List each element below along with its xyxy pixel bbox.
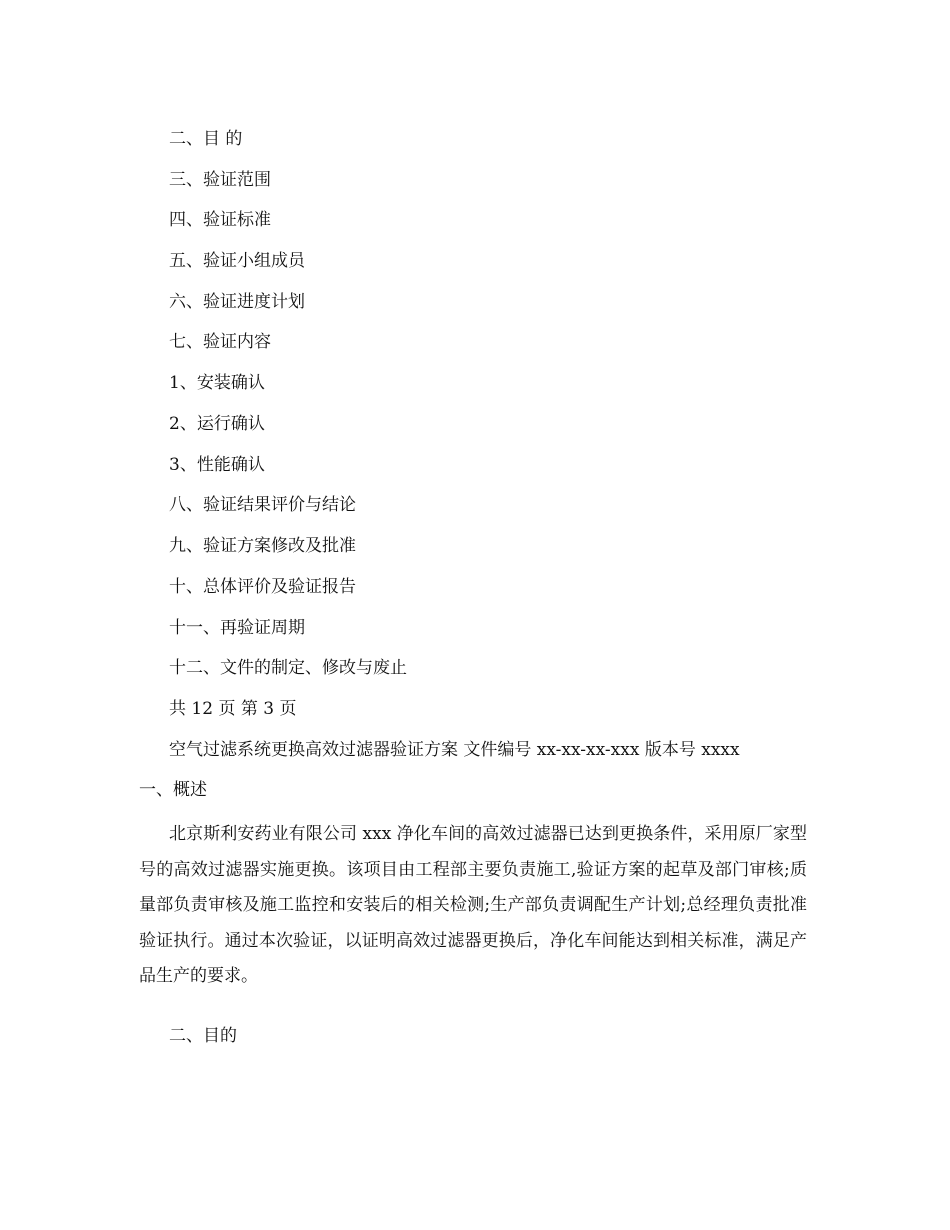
toc-item: 四、验证标准	[169, 210, 271, 230]
toc-item: 十、总体评价及验证报告	[169, 577, 356, 597]
toc-item: 1、安装确认	[169, 373, 265, 393]
toc-item: 五、验证小组成员	[169, 251, 305, 271]
toc-item: 三、验证范围	[169, 170, 271, 190]
toc-item: 二、目 的	[169, 129, 243, 149]
section-heading: 一、概述	[139, 780, 207, 800]
toc-item: 3、性能确认	[169, 455, 265, 475]
toc-item: 十二、文件的制定、修改与废止	[169, 658, 407, 678]
document-header: 空气过滤系统更换高效过滤器验证方案 文件编号 xx-xx-xx-xxx 版本号 xxxx	[169, 740, 740, 760]
toc-item: 九、验证方案修改及批准	[169, 536, 356, 556]
toc-item: 2、运行确认	[169, 414, 265, 434]
toc-item: 七、验证内容	[169, 332, 271, 352]
toc-item: 六、验证进度计划	[169, 292, 305, 312]
section-heading: 二、目的	[169, 1026, 237, 1046]
toc-item: 十一、再验证周期	[169, 618, 305, 638]
section-body: 北京斯利安药业有限公司 xxx 净化车间的高效过滤器已达到更换条件，采用原厂家型号的高效过滤器实施更换。该项目由工程部主要负责施工,验证方案的起草及部门审核;质量部负责审核及施工监控和安装后的相关检测;生产部负责调配生产计划;总经理负责批准验证执行。通过本次验证，以证明高效过滤器更换后，净化车间能达到相关标准，满足产品生产的要求。	[139, 824, 807, 987]
page-footer: 共 12 页 第 3 页	[169, 699, 297, 719]
toc-item: 八、验证结果评价与结论	[169, 495, 356, 515]
